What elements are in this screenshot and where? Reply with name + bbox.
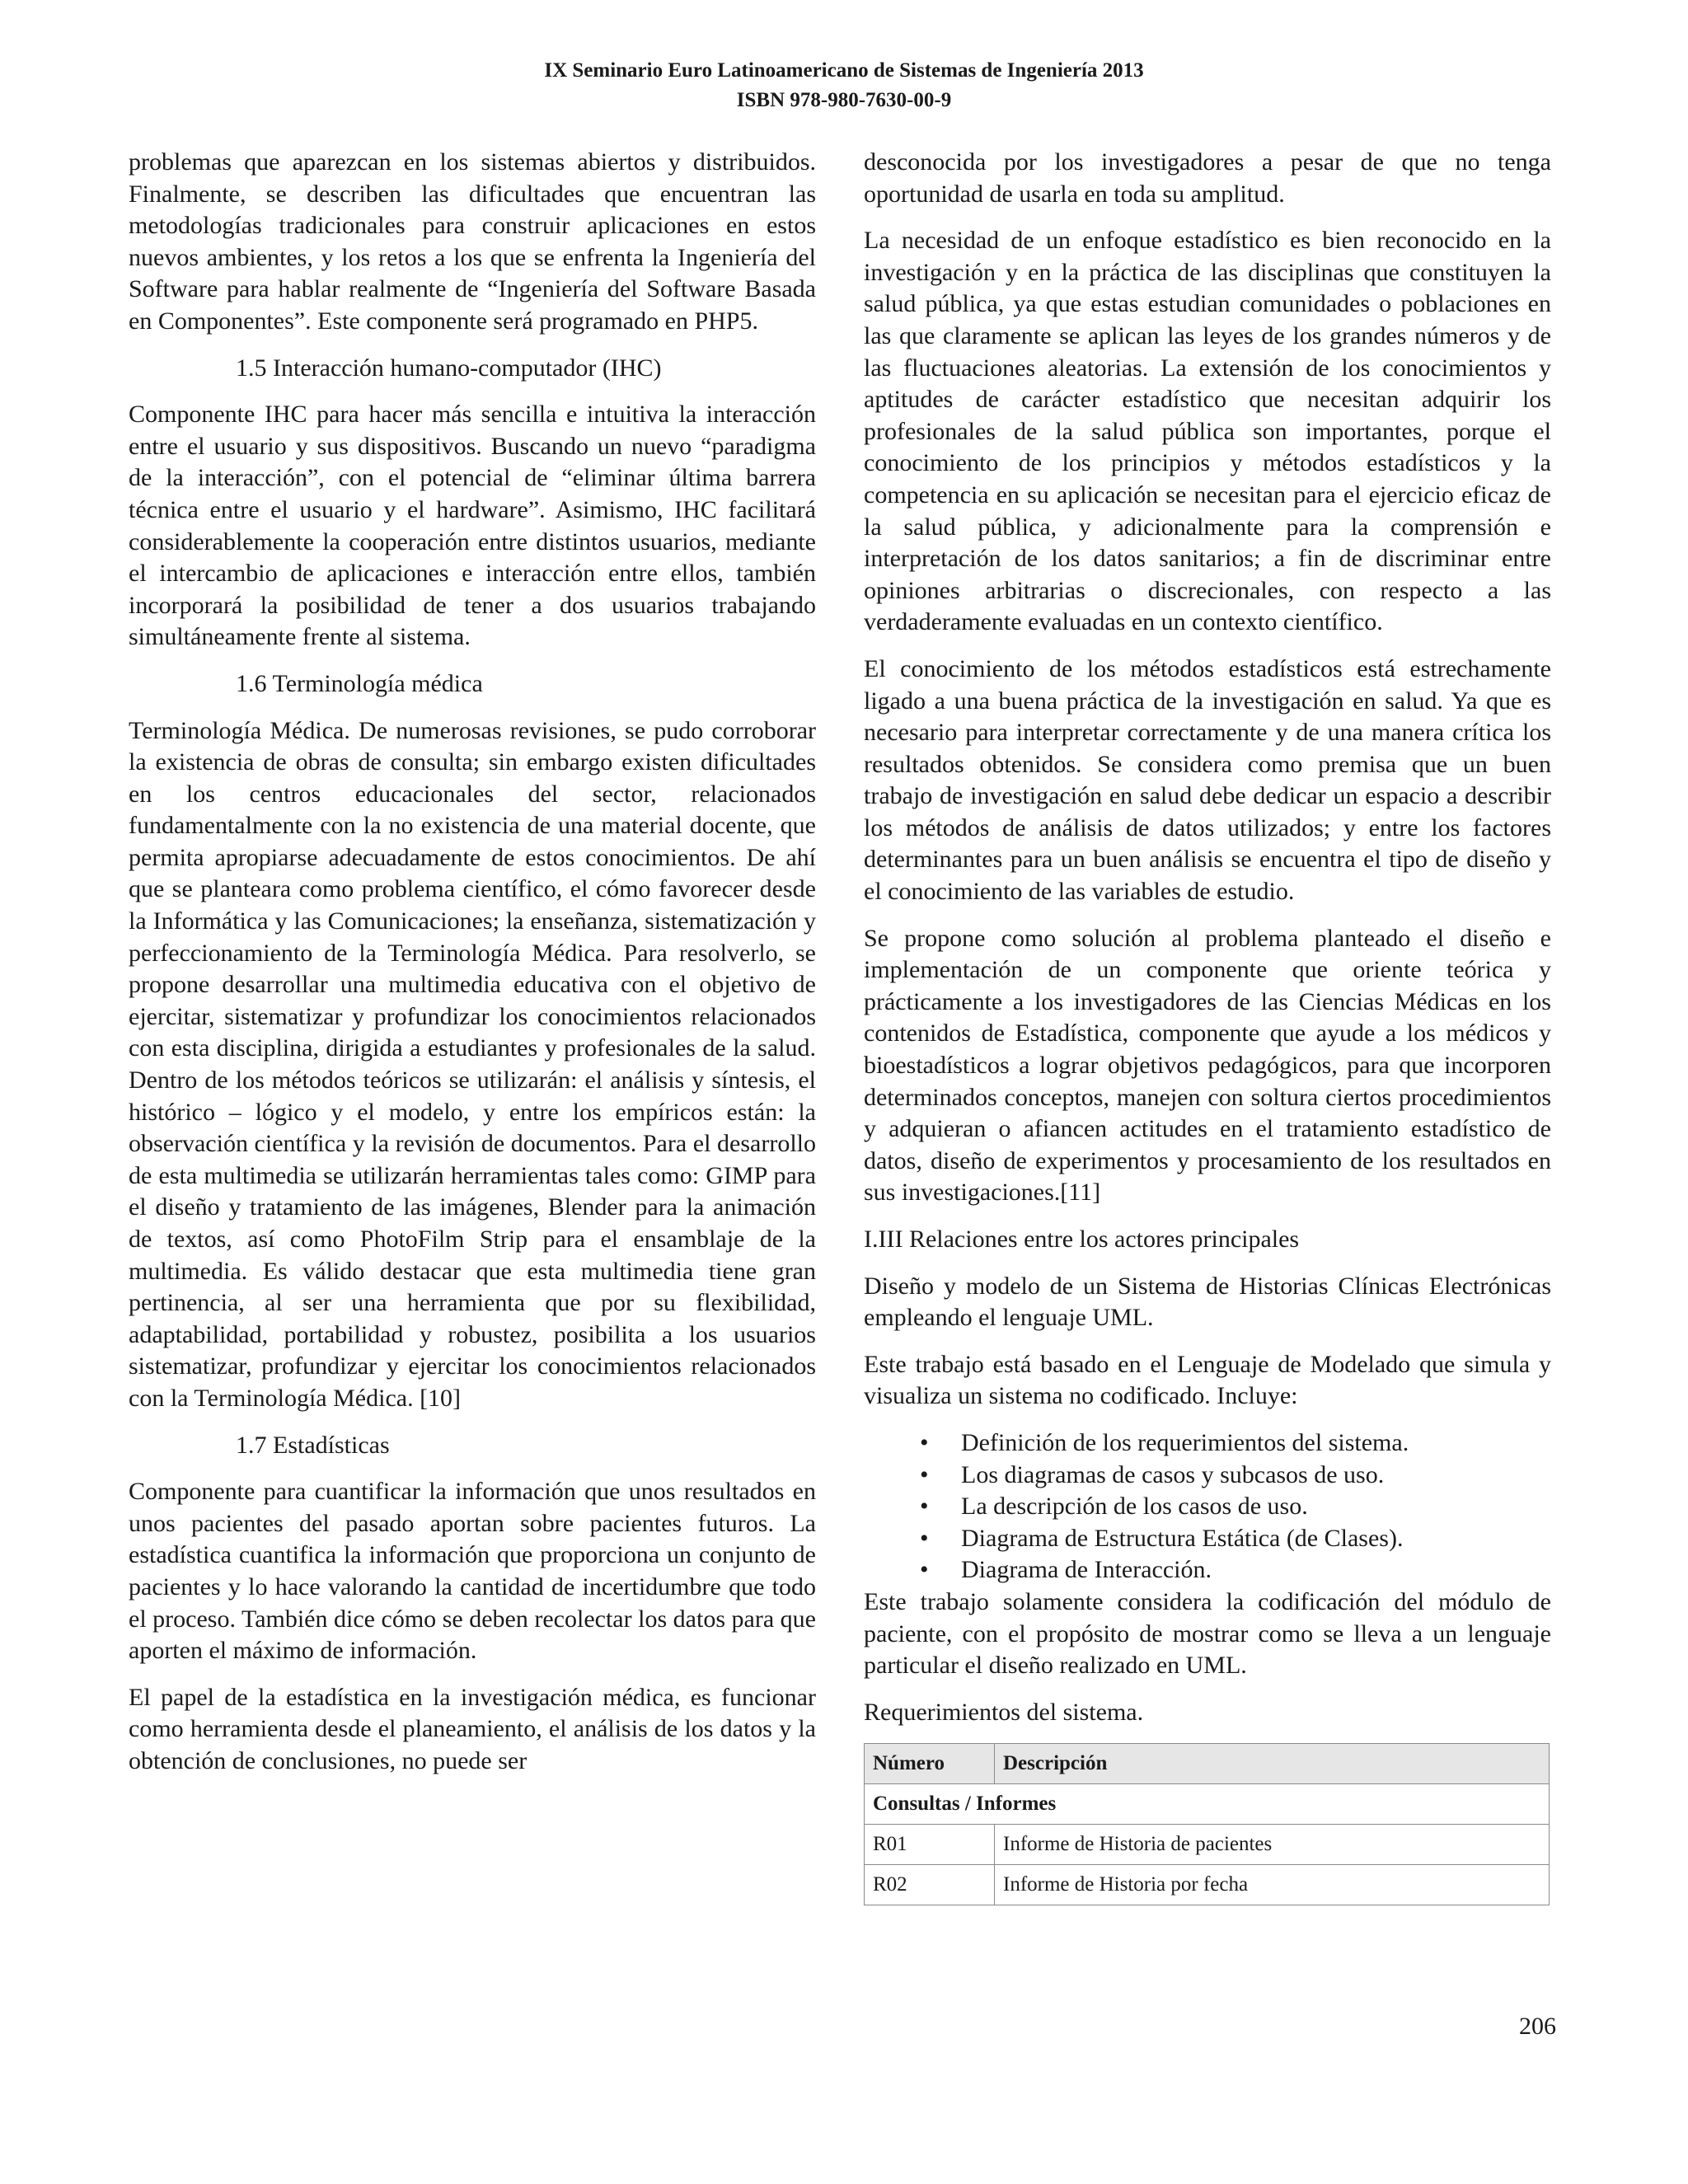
list-item: • Diagrama de Interacción. [961, 1554, 1551, 1586]
paragraph: La necesidad de un enfoque estadístico es bien reconocido en la investigación y en la práctica de las disciplinas que constituyen la salud pública, ya que estas estudian comunidades o poblaciones en las que claramente se aplican las leyes de los grandes números y de las fluctuaciones aleatorias. La extensión de los conocimientos y aptitudes de carácter estadístico que necesitan adquirir los profesionales de la salud pública son importantes, porque el conocimiento de los principios y métodos estadísticos y la competencia en su aplicación se necesitan para el ejercicio eficaz de la salud pública, y adicionalmente para la comprensión e interpretación de los datos sanitarios; a fin de discriminar entre opiniones arbitrarias o discrecionales, con respecto a las verdaderamente evaluadas en un contexto científico. [864, 227, 1551, 636]
paragraph: desconocida por los investigadores a pesar de que no tenga oportunidad de usarla en toda su amplitud. [864, 148, 1551, 208]
header-isbn: ISBN 978-980-7630-00-9 [736, 89, 952, 111]
table-cell-number: R02 [865, 1865, 995, 1905]
table-cell-description: Informe de Historia por fecha [995, 1865, 1550, 1905]
header-conference-title: IX Seminario Euro Latinoamericano de Sistemas de Ingeniería 2013 [544, 59, 1144, 82]
section-heading-estadisticas: 1.7 Estadísticas [236, 1431, 390, 1459]
table-row [865, 1865, 1550, 1905]
paragraph: El papel de la estadística en la investigación médica, es funcionar como herramienta desde el planeamiento, el análisis de los datos y la obtención de conclusiones, no puede ser [129, 1683, 816, 1774]
list-item: • Diagrama de Estructura Estática (de Clases). [961, 1523, 1551, 1555]
column-header-descripcion: Descripción [995, 1744, 1550, 1784]
section-heading-terminologia: 1.6 Terminología médica [236, 669, 483, 697]
list-item: • La descripción de los casos de uso. [961, 1491, 1551, 1523]
table-cell-number: R01 [865, 1825, 995, 1865]
section-heading-relaciones: I.III Relaciones entre los actores principales [864, 1226, 1300, 1253]
table-section-row [865, 1784, 1550, 1825]
list-item: • Los diagramas de casos y subcasos de uso. [961, 1460, 1551, 1492]
table-cell-description: Informe de Historia de pacientes [995, 1825, 1550, 1865]
section-heading-ihc: 1.5 Interacción humano-computador (IHC) [236, 354, 662, 382]
paragraph: Terminología Médica. De numerosas revisiones, se pudo corroborar la existencia de obras de consulta; sin embargo existen dificultades en los centros educacionales del sector, relacionados fundamentalmente con la no existencia de una material docente, que permita apropiarse adecuadamente de estos conocimientos. De ahí que se planteara como problema científico, el cómo favorecer desde la Informática y las Comunicaciones; la enseñanza, sistematización y perfeccionamiento de la Terminología Médica. Para resolverlo, se propone desarrollar una multimedia educativa con el objetivo de ejercitar, sistematizar y profundizar los conocimientos relacionados con esta disciplina, dirigida a estudiantes y profesionales de la salud. Dentro de los métodos teóricos se utilizarán: el análisis y síntesis, el histórico – lógico y el modelo, y entre los empíricos están: la observación científica y la revisión de documentos. Para el desarrollo de esta multimedia se utilizarán herramientas tales como: GIMP para el diseño y tratamiento de las imágenes, Blender para la animación de textos, así como PhotoFilm Strip para el ensamblaje de la multimedia. Es válido destacar que esta multimedia tiene gran pertinencia, al ser una herramienta que por su flexibilidad, adaptabilidad, portabilidad y robustez, posibilita a los usuarios sistematizar, profundizar y ejercitar los conocimientos relacionados con la Terminología Médica. [10] [129, 716, 816, 1412]
requirements-table [864, 1743, 1550, 1905]
paragraph: Requerimientos del sistema. [864, 1698, 1144, 1726]
right-column [864, 147, 1551, 1905]
left-column [129, 147, 816, 1793]
column-header-numero: Número [865, 1744, 995, 1784]
table-header-row [865, 1744, 1550, 1784]
paragraph: Este trabajo está basado en el Lenguaje de Modelado que simula y visualiza un sistema no codificado. Incluye: [864, 1350, 1551, 1410]
page-number: 206 [1519, 2013, 1556, 2040]
paragraph: Diseño y modelo de un Sistema de Historias Clínicas Electrónicas empleando el lenguaje UML. [864, 1272, 1551, 1332]
page-header [0, 56, 1688, 115]
paragraph: Componente IHC para hacer más sencilla e intuitiva la interacción entre el usuario y sus dispositivos. Buscando un nuevo “paradigma de la interacción”, con el potencial de “eliminar última barrera técnica entre el usuario y el hardware”. Asimismo, IHC facilitará considerablemente la cooperación entre distintos usuarios, mediante el intercambio de aplicaciones e interacción entre ellos, también incorporará la posibilidad de tener a dos usuarios trabajando simultáneamente frente al sistema. [129, 401, 816, 651]
paragraph: Este trabajo solamente considera la codificación del módulo de paciente, con el propósito de mostrar como se lleva a un lenguaje particular el diseño realizado en UML. [864, 1587, 1551, 1680]
paragraph: problemas que aparezcan en los sistemas abiertos y distribuidos. Finalmente, se describen las dificultades que encuentran las metodologías tradicionales para construir aplicaciones en estos nuevos ambientes, y los retos a los que se enfrenta la Ingeniería del Software para hablar realmente de “Ingeniería del Software Basada en Componentes”. Este componente será programado en PHP5. [129, 148, 816, 335]
paragraph: Componente para cuantificar la información que unos resultados en unos pacientes del pasado aportan sobre pacientes futuros. La estadística cuantifica la información que proporciona un conjunto de pacientes y lo hace valorando la cantidad de incertidumbre que todo el proceso. También dice cómo se deben recolectar los datos para que aporten el máximo de información. [129, 1478, 816, 1665]
paragraph: Se propone como solución al problema planteado el diseño e implementación de un componente que oriente teórica y prácticamente a los investigadores de las Ciencias Médicas en los contenidos de Estadística, componente que ayude a los médicos y bioestadísticos a lograr objetivos pedagógicos, para que incorporen determinados conceptos, manejen con soltura ciertos procedimientos y adquieran o afiancen actitudes en el tratamiento estadístico de datos, diseño de experimentos y procesamiento de los resultados en sus investigaciones.[11] [864, 924, 1551, 1207]
list-item: • Definición de los requerimientos del sistema. [961, 1427, 1551, 1460]
uml-bullet-list [864, 1427, 1551, 1586]
table-section-label: Consultas / Informes [865, 1784, 1550, 1825]
paragraph: El conocimiento de los métodos estadísticos está estrechamente ligado a una buena práctica de la investigación en salud. Ya que es necesario para interpretar correctamente y de una manera crítica los resultados obtenidos. Se considera como premisa que un buen trabajo de investigación en salud debe dedicar un espacio a describir los métodos de análisis de datos utilizados; y entre los factores determinantes para un buen análisis se encuentra el tipo de diseño y el conocimiento de las variables de estudio. [864, 654, 1551, 906]
table-row [865, 1825, 1550, 1865]
